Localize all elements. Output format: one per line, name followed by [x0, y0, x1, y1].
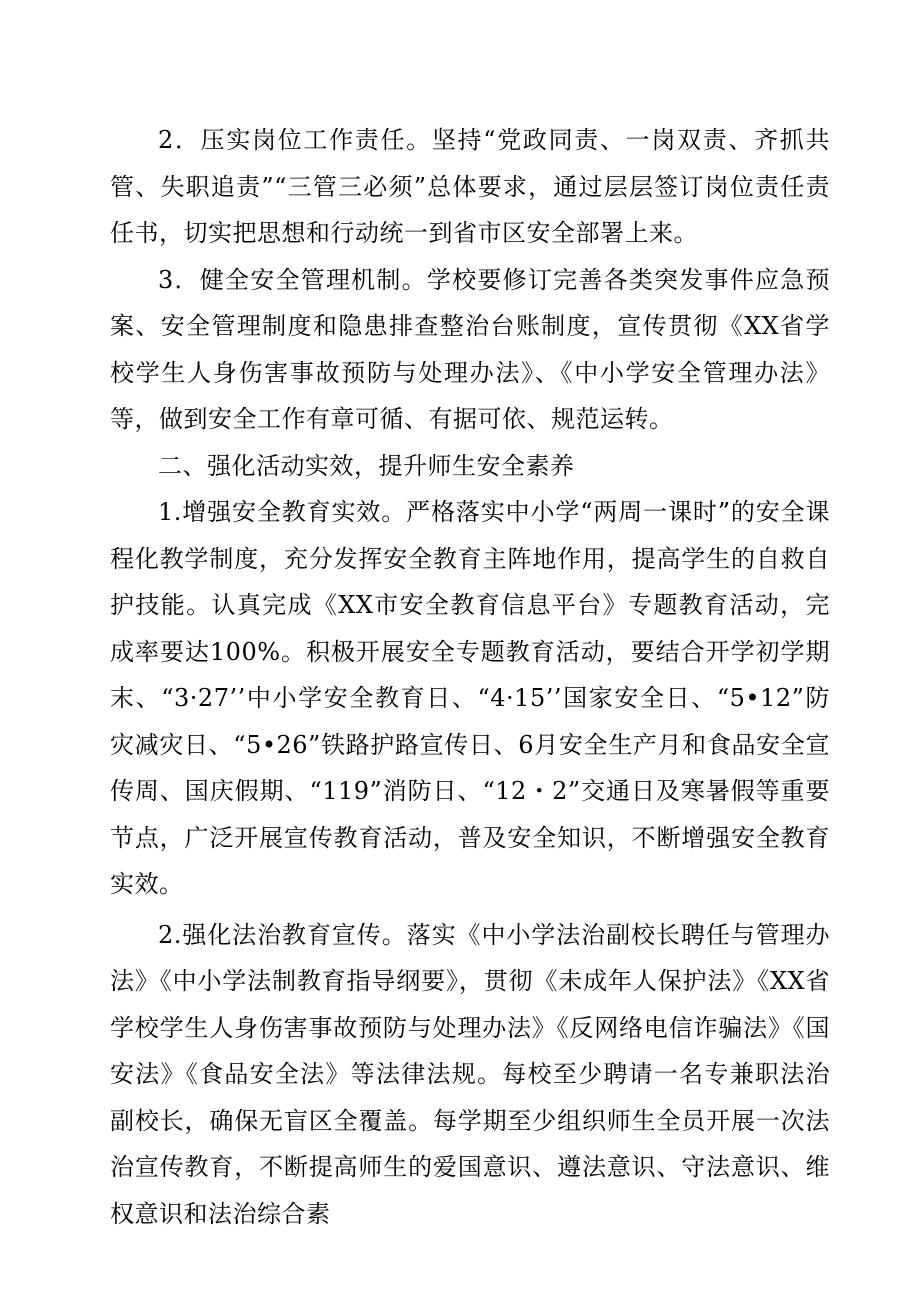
paragraph-safety-education: 1.增强安全教育实效。严格落实中小学“两周一课时”的安全课程化教学制度，充分发挥安全教育主阵地作用，提高学生的自救自护技能。认真完成《XX市安全教育信息平台》专题教育活动，完成率要达100%。积极开展安全专题教育活动，要结合开学初学期末、“3·27’’中小学安全教育日、“4·15’’国家安全日、“5•12”防灾减灾日、“5•26”铁路护路宣传日、6月安全生产月和食品安全宣传周、国庆假期、“119”消防日、“12・2”交通日及寒暑假等重要节点，广泛开展宣传教育活动，普及安全知识，不断增强安全教育实效。	[110, 498, 830, 898]
section-heading-activities: 二、强化活动实效，提升师生安全素养	[158, 451, 575, 480]
document-body	[110, 117, 830, 1237]
paragraph-post-responsibility: 2．压实岗位工作责任。坚持“党政同责、一岗双责、齐抓共管、失职追责”“三管三必须”总体要求，通过层层签订岗位责任责任书，切实把思想和行动统一到省市区安全部署上来。	[110, 126, 830, 247]
paragraph-safety-mechanism: 3．健全安全管理机制。学校要修订完善各类突发事件应急预案、安全管理制度和隐患排查整治台账制度，宣传贯彻《XX省学校学生人身伤害事故预防与处理办法》、《中小学安全管理办法》等，做到安全工作有章可循、有据可依、规范运转。	[110, 265, 830, 433]
paragraph-legal-education: 2.强化法治教育宣传。落实《中小学法治副校长聘任与管理办法》《中小学法制教育指导纲要》，贯彻《未成年人保护法》《XX省学校学生人身伤害事故预防与处理办法》《反网络电信诈骗法》《国安法》《食品安全法》等法律法规。每校至少聘请一名专兼职法治副校长，确保无盲区全覆盖。每学期至少组织师生全员开展一次法治宣传教育，不断提高师生的爱国意识、遵法意识、守法意识、维权意识和法治综合素	[110, 920, 830, 1228]
